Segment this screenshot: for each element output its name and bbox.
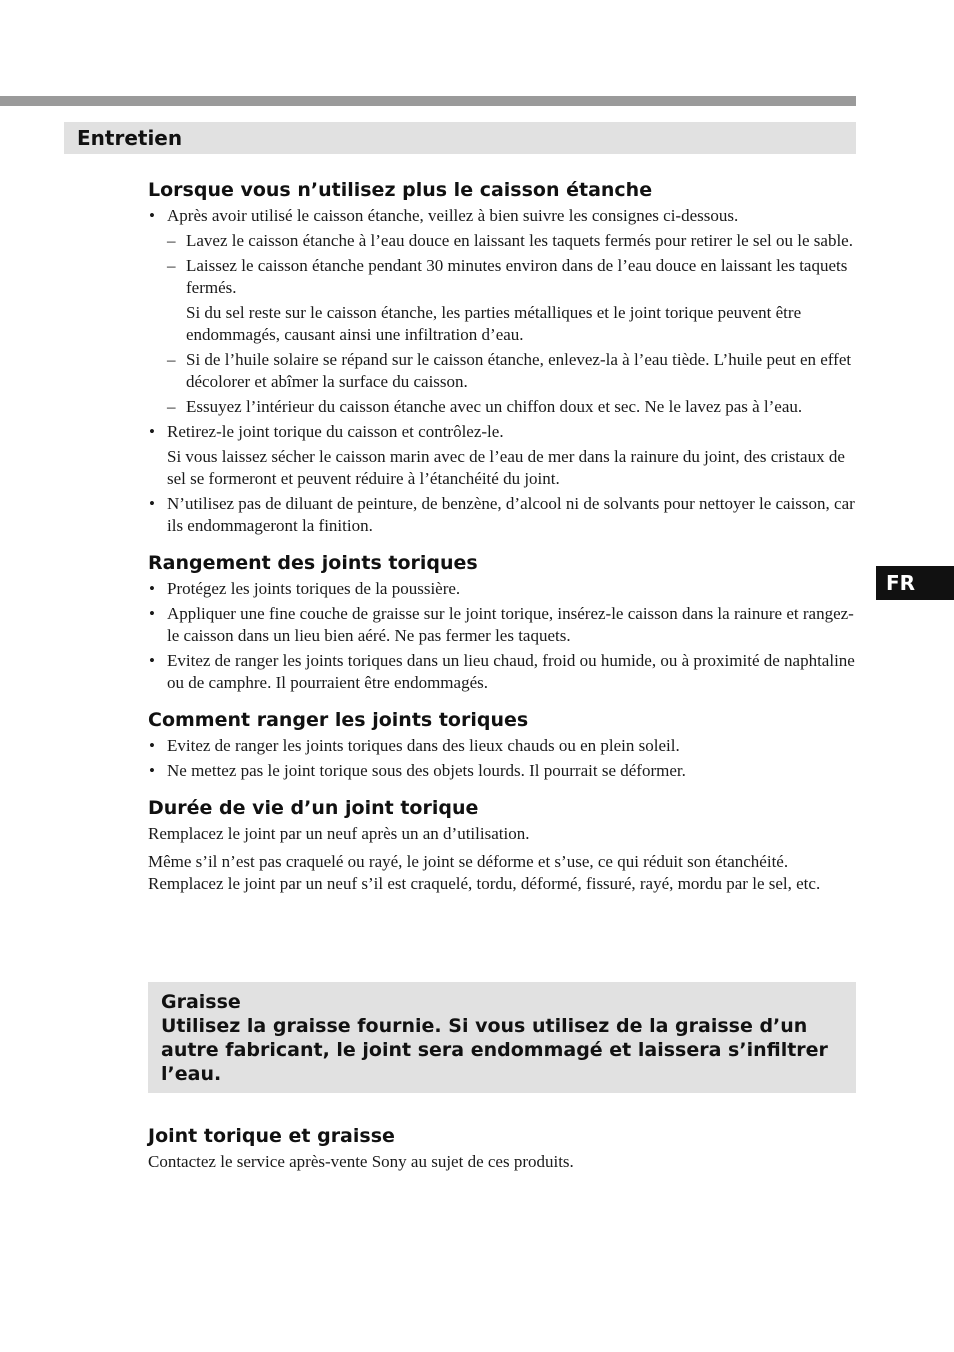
note-title: Graisse [161,991,241,1013]
paragraph: Remplacez le joint par un neuf après un an d’utilisation. [148,824,530,843]
dash-item-note: Si du sel reste sur le caisson étanche, les parties métalliques et le joint torique peuvent être endommagés, causant ainsi une infiltration d’eau. [186,303,802,344]
bullet-item: • Appliquer une fine couche de graisse sur le joint torique, insérez-le caisson dans la rainure et rangez-le caisson dans un lieu bien aéré. Ne pas fermer les taquets. [148,603,858,647]
section-how-to-store [148,708,858,782]
note-text: Utilisez la graisse fournie. Si vous utilisez de la graisse d’un autre fabricant, le joint sera endommagé et laissera s’infiltrer l’eau. [161,1015,828,1085]
bullet-item-note: Si vous laissez sécher le caisson marin avec de l’eau de mer dans la rainure du joint, des cristaux de sel se formeront et peuvent réduire à l’étanchéité du joint. [167,447,845,488]
section-storage [148,551,858,694]
heading-lifespan: Durée de vie d’un joint torique [148,797,479,819]
paragraph: Contactez le service après-vente Sony au sujet de ces produits. [148,1152,574,1171]
top-rule [0,96,856,106]
grease-note-box [148,982,856,1093]
dash-item: – Essuyez l’intérieur du caisson étanche avec un chiffon doux et sec. Ne le lavez pas à l’eau. [186,396,858,418]
bullet-item: • Protégez les joints toriques de la poussière. [148,578,858,600]
bullet-item: • N’utilisez pas de diluant de peinture, de benzène, d’alcool ni de solvants pour nettoyer le caisson, car ils endommageront la finition. [148,493,858,537]
bullet-item: • Retirez-le joint torique du caisson et contrôlez-le. [148,421,858,443]
bullet-item: • Après avoir utilisé le caisson étanche, veillez à bien suivre les consignes ci-dessous. [148,205,858,227]
main-content [148,178,858,909]
dash-item: – Si de l’huile solaire se répand sur le caisson étanche, enlevez-la à l’eau tiède. L’huile peut en effet décolorer et abîmer la surface du caisson. [186,349,858,393]
section-title: Entretien [77,126,183,150]
section-after-use [148,178,858,537]
paragraph: Même s’il n’est pas craquelé ou rayé, le joint se déforme et s’use, ce qui réduit son étanchéité. Remplacez le joint par un neuf s’il est craquelé, tordu, déformé, fissuré, rayé, mordu par le sel, etc. [148,852,821,893]
section-lifespan [148,796,858,895]
heading-how-to-store: Comment ranger les joints toriques [148,709,529,731]
language-tab-fr: FR [876,566,954,600]
dash-item: – Laissez le caisson étanche pendant 30 minutes environ dans de l’eau douce en laissant les taquets fermés. [186,255,858,299]
heading-after-use: Lorsque vous n’utilisez plus le caisson étanche [148,179,653,201]
bullet-item: • Evitez de ranger les joints toriques dans un lieu chaud, froid ou humide, ou à proximité de naphtaline ou de camphre. Il pourraient être endommagés. [148,650,858,694]
section-header-bar [64,122,856,154]
bullet-item: • Evitez de ranger les joints toriques dans des lieux chauds ou en plein soleil. [148,735,858,757]
heading-storage: Rangement des joints toriques [148,552,478,574]
section-oring-grease [148,1124,858,1173]
bullet-item: • Ne mettez pas le joint torique sous des objets lourds. Il pourrait se déformer. [148,760,858,782]
heading-oring-grease: Joint torique et graisse [148,1125,395,1147]
dash-item: – Lavez le caisson étanche à l’eau douce en laissant les taquets fermés pour retirer le sel ou le sable. [186,230,858,252]
